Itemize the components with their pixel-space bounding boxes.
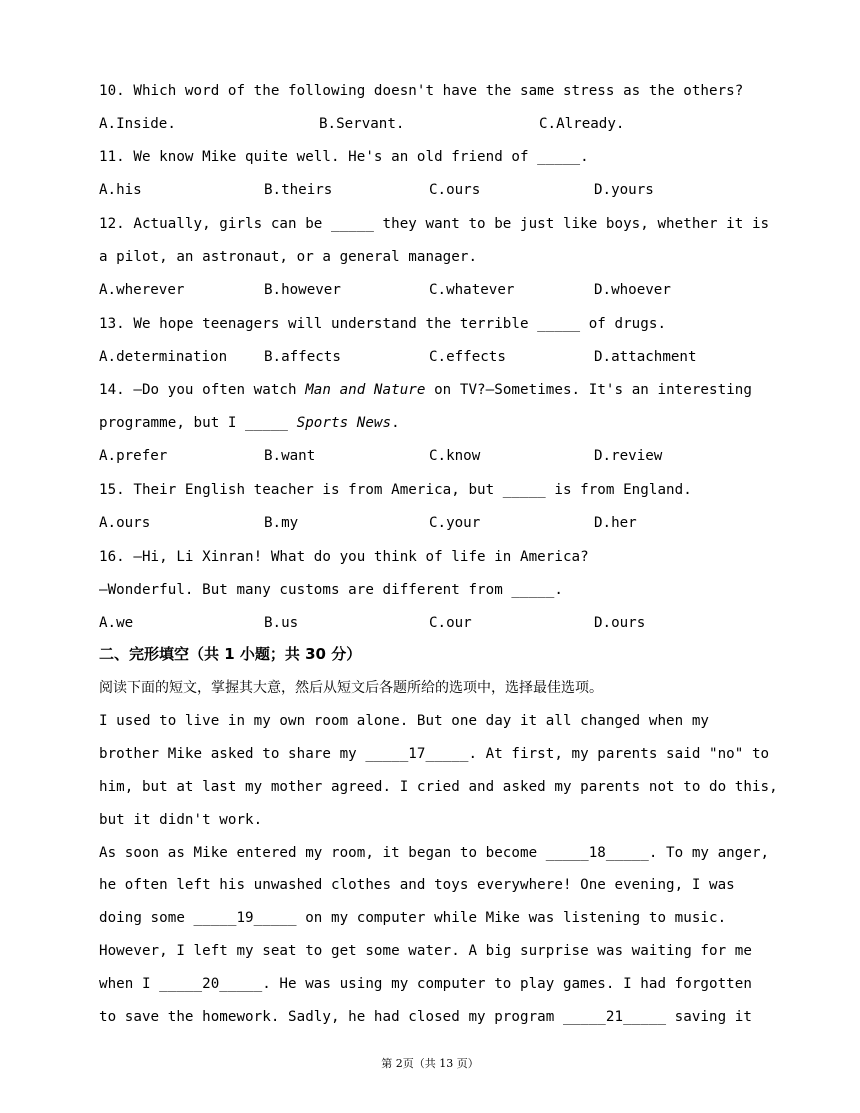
question-15-option-b: B.my xyxy=(264,515,299,531)
question-10-option-a: A.Inside. xyxy=(99,116,176,132)
page-footer: 第 2页（共 13 页） xyxy=(381,1057,479,1070)
question-14-stem-line1 xyxy=(99,381,752,399)
question-14-stem-part: 14. —Do you often watch xyxy=(99,382,306,398)
question-13-option-d: D.attachment xyxy=(594,349,697,365)
question-13-option-a: A.determination xyxy=(99,349,228,365)
question-12-option-d: D.whoever xyxy=(594,282,671,298)
question-10-option-c: C.Already. xyxy=(539,116,625,132)
question-13-option-b: B.affects xyxy=(264,349,341,365)
question-12-option-b: B.however xyxy=(264,282,341,298)
question-13-option-c: C.effects xyxy=(429,349,506,365)
question-14-option-d: D.review xyxy=(594,448,663,464)
question-16-option-a: A.we xyxy=(99,615,134,631)
section-instruction: 阅读下面的短文，掌握其大意，然后从短文后各题所给的选项中，选择最佳选项。 xyxy=(99,680,603,696)
question-14-italic-title: Sports News xyxy=(296,415,392,431)
question-13-stem: 13. We hope teenagers will understand the terrible _____ of drugs. xyxy=(99,316,667,332)
question-15-option-c: C.your xyxy=(429,515,481,531)
passage-line: doing some _____19_____ on my computer while Mike was listening to music. xyxy=(99,910,727,926)
question-15-option-a: A.ours xyxy=(99,515,151,531)
question-14-option-a: A.prefer xyxy=(99,448,168,464)
question-12-option-c: C.whatever xyxy=(429,282,515,298)
question-16-stem-line1: 16. —Hi, Li Xinran! What do you think of life in America? xyxy=(99,549,589,565)
question-16-option-b: B.us xyxy=(264,615,299,631)
question-14-stem-line2 xyxy=(99,414,400,432)
question-11-option-c: C.ours xyxy=(429,182,481,198)
question-12-stem-line1: 12. Actually, girls can be _____ they want to be just like boys, whether it is xyxy=(99,216,770,232)
passage-line: but it didn't work. xyxy=(99,812,263,828)
passage-line: However, I left my seat to get some water. A big surprise was waiting for me xyxy=(99,943,752,959)
question-11-option-d: D.yours xyxy=(594,182,654,198)
question-14-stem-part: programme, but I _____ xyxy=(99,415,297,431)
question-10-option-b: B.Servant. xyxy=(319,116,405,132)
passage-line: when I _____20_____. He was using my computer to play games. I had forgotten xyxy=(99,976,752,992)
question-10-stem: 10. Which word of the following doesn't have the same stress as the others? xyxy=(99,83,744,99)
question-16-option-d: D.ours xyxy=(594,615,646,631)
question-14-italic-title: Man and Nature xyxy=(305,382,426,398)
question-14-stem-part: . xyxy=(391,415,400,431)
passage-line: him, but at last my mother agreed. I cried and asked my parents not to do this, xyxy=(99,779,778,795)
passage-line: brother Mike asked to share my _____17_____. At first, my parents said "no" to xyxy=(99,746,770,762)
passage-line: As soon as Mike entered my room, it began to become _____18_____. To my anger, xyxy=(99,845,770,861)
question-14-option-b: B.want xyxy=(264,448,316,464)
question-15-stem: 15. Their English teacher is from America, but _____ is from England. xyxy=(99,482,692,498)
question-15-option-d: D.her xyxy=(594,515,637,531)
passage-line: I used to live in my own room alone. But one day it all changed when my xyxy=(99,713,710,729)
question-11-stem: 11. We know Mike quite well. He's an old friend of _____. xyxy=(99,149,589,165)
question-14-stem-part: on TV?—Sometimes. It's an interesting xyxy=(425,382,752,398)
question-14-option-c: C.know xyxy=(429,448,481,464)
question-12-option-a: A.wherever xyxy=(99,282,185,298)
question-16-option-c: C.our xyxy=(429,615,472,631)
question-11-option-a: A.his xyxy=(99,182,142,198)
passage-line: he often left his unwashed clothes and toys everywhere! One evening, I was xyxy=(99,877,735,893)
section-heading: 二、完形填空（共 1 小题；共 30 分） xyxy=(99,645,362,663)
question-16-stem-line2: —Wonderful. But many customs are different from _____. xyxy=(99,582,563,598)
passage-line: to save the homework. Sadly, he had closed my program _____21_____ saving it xyxy=(99,1009,752,1025)
question-12-stem-line2: a pilot, an astronaut, or a general manager. xyxy=(99,249,478,265)
question-11-option-b: B.theirs xyxy=(264,182,333,198)
